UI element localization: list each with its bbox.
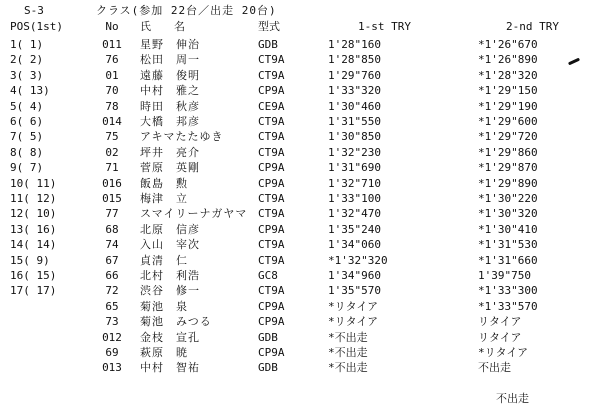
result-row [0,346,600,360]
driver-name: 飯島 勲 [140,176,188,190]
driver-name: 北原 信彦 [140,222,200,236]
try2-time: *1'29"720 [478,130,538,144]
driver-name: 遠藤 俊明 [140,68,200,82]
result-pos: 6( 6) [10,115,44,128]
result-row [0,207,600,221]
try1-time: 1'31"690 [328,161,381,175]
result-pos: 12( 10) [10,207,57,221]
driver-name: 大橋 邦彦 [140,115,200,128]
car-type: CT9A [258,238,285,252]
result-row [0,38,600,52]
result-row [0,254,600,268]
try2-time: *1'30"410 [478,222,538,236]
car-number: 77 [105,207,119,221]
trailing-try2: 不出走 [496,392,529,405]
try2-time: *1'31"530 [478,238,538,252]
result-pos: 15( 9) [10,253,50,267]
car-type: CP9A [258,84,285,98]
try1-time: 1'28"160 [328,38,381,51]
car-type: CT9A [258,130,285,144]
result-row [0,161,600,175]
car-number: 72 [105,284,119,298]
try1-time: *不出走 [328,330,368,344]
driver-name: スマイリーナガヤマ [140,207,248,221]
driver-name: 菊池 みつる [140,315,212,329]
try1-time: 1'28"850 [328,53,381,67]
try2-time: *1'30"220 [478,192,538,205]
result-pos: 8( 8) [10,145,44,159]
result-row [0,269,600,283]
driver-name: 貞清 仁 [140,253,188,267]
try2-time: *1'29"600 [478,115,538,128]
car-type: CP9A [258,161,285,175]
car-number: 66 [105,269,119,282]
car-type: CP9A [258,176,285,190]
car-type: CE9A [258,99,285,113]
try2-time: リタイア [478,330,522,344]
car-number: 75 [105,130,119,144]
car-number: 71 [105,161,119,175]
try1-time: 1'31"550 [328,115,381,128]
car-type: CP9A [258,222,285,236]
driver-name: 星野 伸治 [140,38,200,51]
try1-time: *不出走 [328,346,368,359]
result-row [0,146,600,160]
driver-name: 金枝 宣孔 [140,330,200,344]
class-header-row [0,4,600,18]
result-pos: 5( 4) [10,99,44,113]
try1-time: *1'32"320 [328,253,388,267]
try2-time: *1'28"320 [478,68,538,82]
car-number: 68 [105,222,119,236]
car-type: CP9A [258,315,285,329]
car-type: GDB [258,361,278,375]
try1-time: 1'35"570 [328,284,381,298]
result-pos: 7( 5) [10,130,44,144]
car-type: CT9A [258,207,285,221]
try2-time: *リタイア [478,346,529,359]
result-row [0,69,600,83]
try2-time: 不出走 [478,361,511,375]
car-type: CT9A [258,253,285,267]
car-type: CT9A [258,145,285,159]
result-row [0,300,600,314]
try2-time: リタイア [478,315,522,329]
result-row [0,192,600,206]
car-type: CT9A [258,192,285,205]
result-row [0,84,600,98]
try1-time: 1'30"850 [328,130,381,144]
result-pos: 9( 7) [10,161,44,175]
result-pos: 13( 16) [10,222,57,236]
driver-name: 萩原 暁 [140,346,188,359]
class-code: S-3 [24,4,44,17]
car-number: 65 [105,299,119,313]
driver-name: 入山 宰次 [140,238,200,252]
try1-time: 1'30"460 [328,99,381,113]
result-row [0,53,600,67]
try2-time: *1'30"320 [478,207,538,221]
try1-time: 1'32"710 [328,176,381,190]
car-number: 70 [105,84,119,98]
col-header-no: No [105,20,119,33]
try1-time: 1'34"060 [328,238,381,252]
result-pos: 2( 2) [10,53,44,67]
driver-name: 梅津 立 [140,192,188,205]
try1-time: *リタイア [328,315,379,329]
try1-time: 1'32"470 [328,207,381,221]
car-number: 74 [105,238,119,252]
try2-time: *1'29"890 [478,176,538,190]
car-type: CT9A [258,68,285,82]
car-number: 013 [102,361,122,375]
result-row [0,315,600,329]
result-row [0,238,600,252]
result-row [0,361,600,375]
car-number: 69 [105,346,119,359]
car-number: 014 [102,115,122,128]
driver-name: 松田 周一 [140,53,200,67]
car-number: 73 [105,315,119,329]
driver-name: 時田 秋彦 [140,99,200,113]
column-header-row [0,20,600,34]
try2-time: 1'39"750 [478,269,531,282]
try2-time: *1'31"660 [478,253,538,267]
car-type: CT9A [258,115,285,128]
try1-time: *不出走 [328,361,368,375]
car-number: 016 [102,176,122,190]
try1-time: *リタイア [328,299,379,313]
car-type: CP9A [258,346,285,359]
driver-name: 菅原 英剛 [140,161,200,175]
result-pos: 16( 15) [10,269,57,282]
try1-time: 1'33"100 [328,192,381,205]
car-type: GDB [258,38,278,51]
result-pos: 14( 14) [10,238,57,252]
result-pos: 3( 3) [10,68,44,82]
driver-name: 中村 智祐 [140,361,200,375]
try1-time: 1'35"240 [328,222,381,236]
result-pos: 17( 17) [10,284,57,298]
col-header-pos: POS(1st) [10,20,63,33]
result-row [0,115,600,129]
car-number: 76 [105,53,119,67]
col-header-try1: 1-st TRY [358,20,411,33]
result-row [0,130,600,144]
car-type: CP9A [258,299,285,313]
result-row [0,331,600,345]
car-type: GC8 [258,269,278,282]
driver-name: 中村 雅之 [140,84,200,98]
col-header-name: 氏 名 [140,20,191,33]
try2-time: *1'26"670 [478,38,538,51]
driver-name: 渋谷 修一 [140,284,200,298]
car-number: 67 [105,253,119,267]
driver-name: アキマたたゆき [140,130,224,144]
car-number: 78 [105,99,119,113]
driver-name: 坪井 亮介 [140,145,200,159]
car-number: 012 [102,330,122,344]
try2-time: *1'26"890 [478,53,538,67]
try1-time: 1'33"320 [328,84,381,98]
class-title: クラス(参加 22台／出走 20台) [96,4,277,17]
try1-time: 1'32"230 [328,145,381,159]
car-number: 02 [105,145,119,159]
result-row [0,177,600,191]
col-header-type: 型式 [258,20,280,33]
try2-time: *1'29"860 [478,145,538,159]
result-pos: 1( 1) [10,38,44,51]
try1-time: 1'34"960 [328,269,381,282]
driver-name: 北村 利浩 [140,269,200,282]
try2-time: *1'29"150 [478,84,538,98]
col-header-try2: 2-nd TRY [506,20,559,33]
driver-name: 菊池 泉 [140,299,188,313]
try1-time: 1'29"760 [328,68,381,82]
result-row [0,100,600,114]
car-number: 011 [102,38,122,51]
car-type: CT9A [258,284,285,298]
try2-time: *1'29"870 [478,161,538,175]
try2-time: *1'33"570 [478,299,538,313]
result-pos: 10( 11) [10,176,57,190]
result-row [0,284,600,298]
trailing-row [0,392,600,406]
result-pos: 11( 12) [10,192,57,205]
result-row [0,223,600,237]
try2-time: *1'33"300 [478,284,538,298]
try2-time: *1'29"190 [478,99,538,113]
car-type: CT9A [258,53,285,67]
car-number: 01 [105,68,119,82]
result-pos: 4( 13) [10,84,50,98]
car-type: GDB [258,330,278,344]
car-number: 015 [102,192,122,205]
